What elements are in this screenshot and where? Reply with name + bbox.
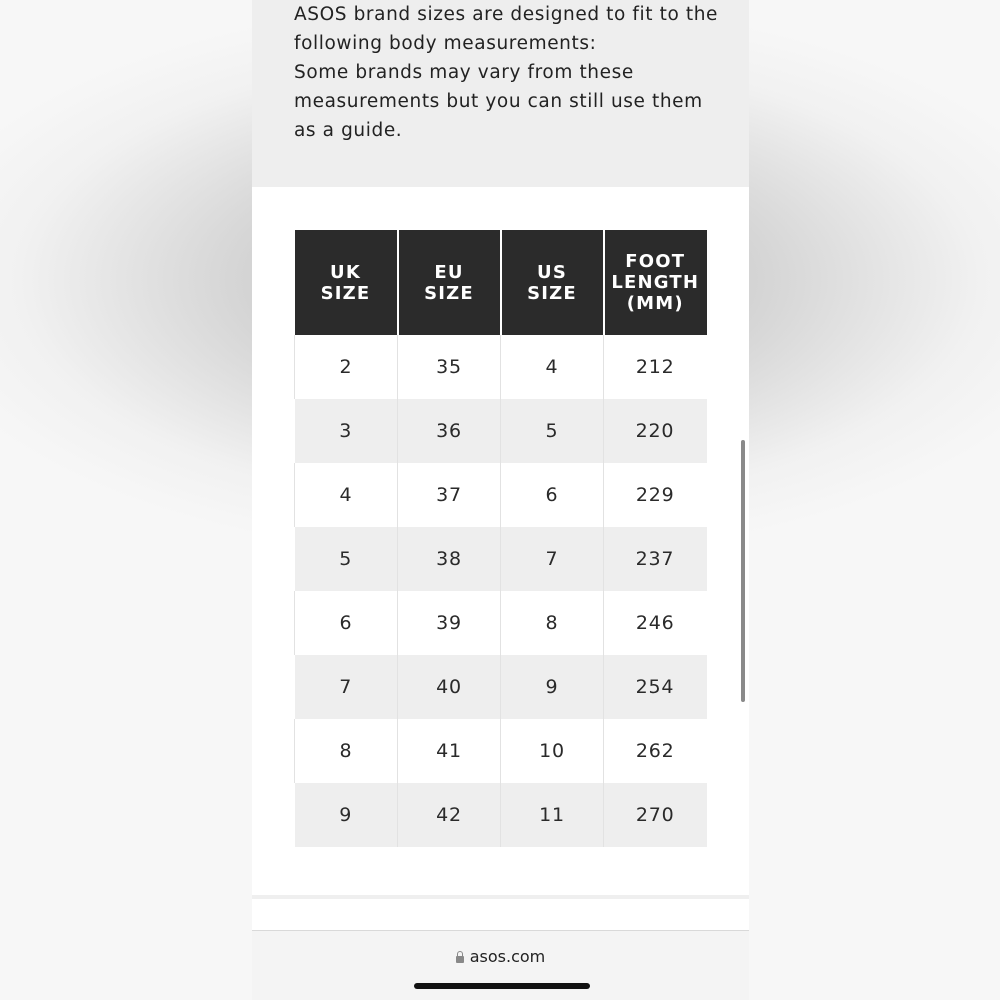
header-eu-size: [398, 230, 501, 335]
browser-address-bar[interactable]: [252, 930, 749, 1000]
header-foot-length: [604, 230, 707, 335]
section-divider: [252, 895, 749, 899]
header-text: US: [537, 261, 567, 283]
cell-uk-size: 5: [295, 527, 398, 591]
header-us-size: [501, 230, 604, 335]
header-text: EU: [434, 261, 464, 283]
cell-us-size: 7: [501, 527, 604, 591]
cell-eu-size: 41: [398, 719, 501, 783]
lock-icon: [456, 956, 464, 963]
table-row: [295, 463, 707, 527]
header-text: SIZE: [320, 282, 371, 304]
header-text: LENGTH: [611, 272, 700, 293]
cell-uk-size: 6: [295, 591, 398, 655]
cell-foot-length: 246: [604, 591, 707, 655]
table-row: [295, 527, 707, 591]
cell-us-size: 11: [501, 783, 604, 847]
header-uk-size: [295, 230, 398, 335]
header-text: FOOT: [625, 251, 686, 272]
cell-uk-size: 2: [295, 335, 398, 399]
table-row: [295, 335, 707, 399]
cell-uk-size: 7: [295, 655, 398, 719]
home-indicator[interactable]: [414, 983, 590, 989]
cell-uk-size: 3: [295, 399, 398, 463]
table-row: [295, 591, 707, 655]
size-chart-table: [294, 230, 707, 847]
cell-eu-size: 37: [398, 463, 501, 527]
cell-uk-size: 4: [295, 463, 398, 527]
url-text: asos.com: [469, 947, 546, 966]
page-viewport: [252, 0, 749, 1000]
table-header-row: [295, 230, 707, 335]
table-row: [295, 655, 707, 719]
cell-us-size: 4: [501, 335, 604, 399]
cell-foot-length: 270: [604, 783, 707, 847]
cell-foot-length: 237: [604, 527, 707, 591]
cell-us-size: 8: [501, 591, 604, 655]
cell-uk-size: 8: [295, 719, 398, 783]
cell-eu-size: 42: [398, 783, 501, 847]
intro-text-brands-vary: Some brands may vary from these measurements but you can still use them as a guide.: [294, 62, 703, 141]
cell-eu-size: 36: [398, 399, 501, 463]
cell-eu-size: 38: [398, 527, 501, 591]
cell-foot-length: 254: [604, 655, 707, 719]
cell-eu-size: 40: [398, 655, 501, 719]
table-row: [295, 399, 707, 463]
header-text: SIZE: [527, 282, 577, 304]
cell-us-size: 9: [501, 655, 604, 719]
header-text: SIZE: [424, 282, 474, 304]
cell-foot-length: 229: [604, 463, 707, 527]
cell-eu-size: 39: [398, 591, 501, 655]
table-row: [295, 783, 707, 847]
header-text: UK: [330, 261, 361, 283]
intro-section: [252, 0, 749, 187]
address-display[interactable]: [252, 947, 749, 966]
cell-us-size: 5: [501, 399, 604, 463]
intro-text-measurements: ASOS brand sizes are designed to fit to the following body measurements:: [294, 4, 719, 54]
cell-foot-length: 212: [604, 335, 707, 399]
cell-us-size: 6: [501, 463, 604, 527]
cell-foot-length: 220: [604, 399, 707, 463]
cell-us-size: 10: [501, 719, 604, 783]
cell-eu-size: 35: [398, 335, 501, 399]
table-row: [295, 719, 707, 783]
cell-uk-size: 9: [295, 783, 398, 847]
cell-foot-length: 262: [604, 719, 707, 783]
vertical-scrollbar[interactable]: [741, 440, 745, 702]
header-text: (MM): [626, 293, 684, 314]
